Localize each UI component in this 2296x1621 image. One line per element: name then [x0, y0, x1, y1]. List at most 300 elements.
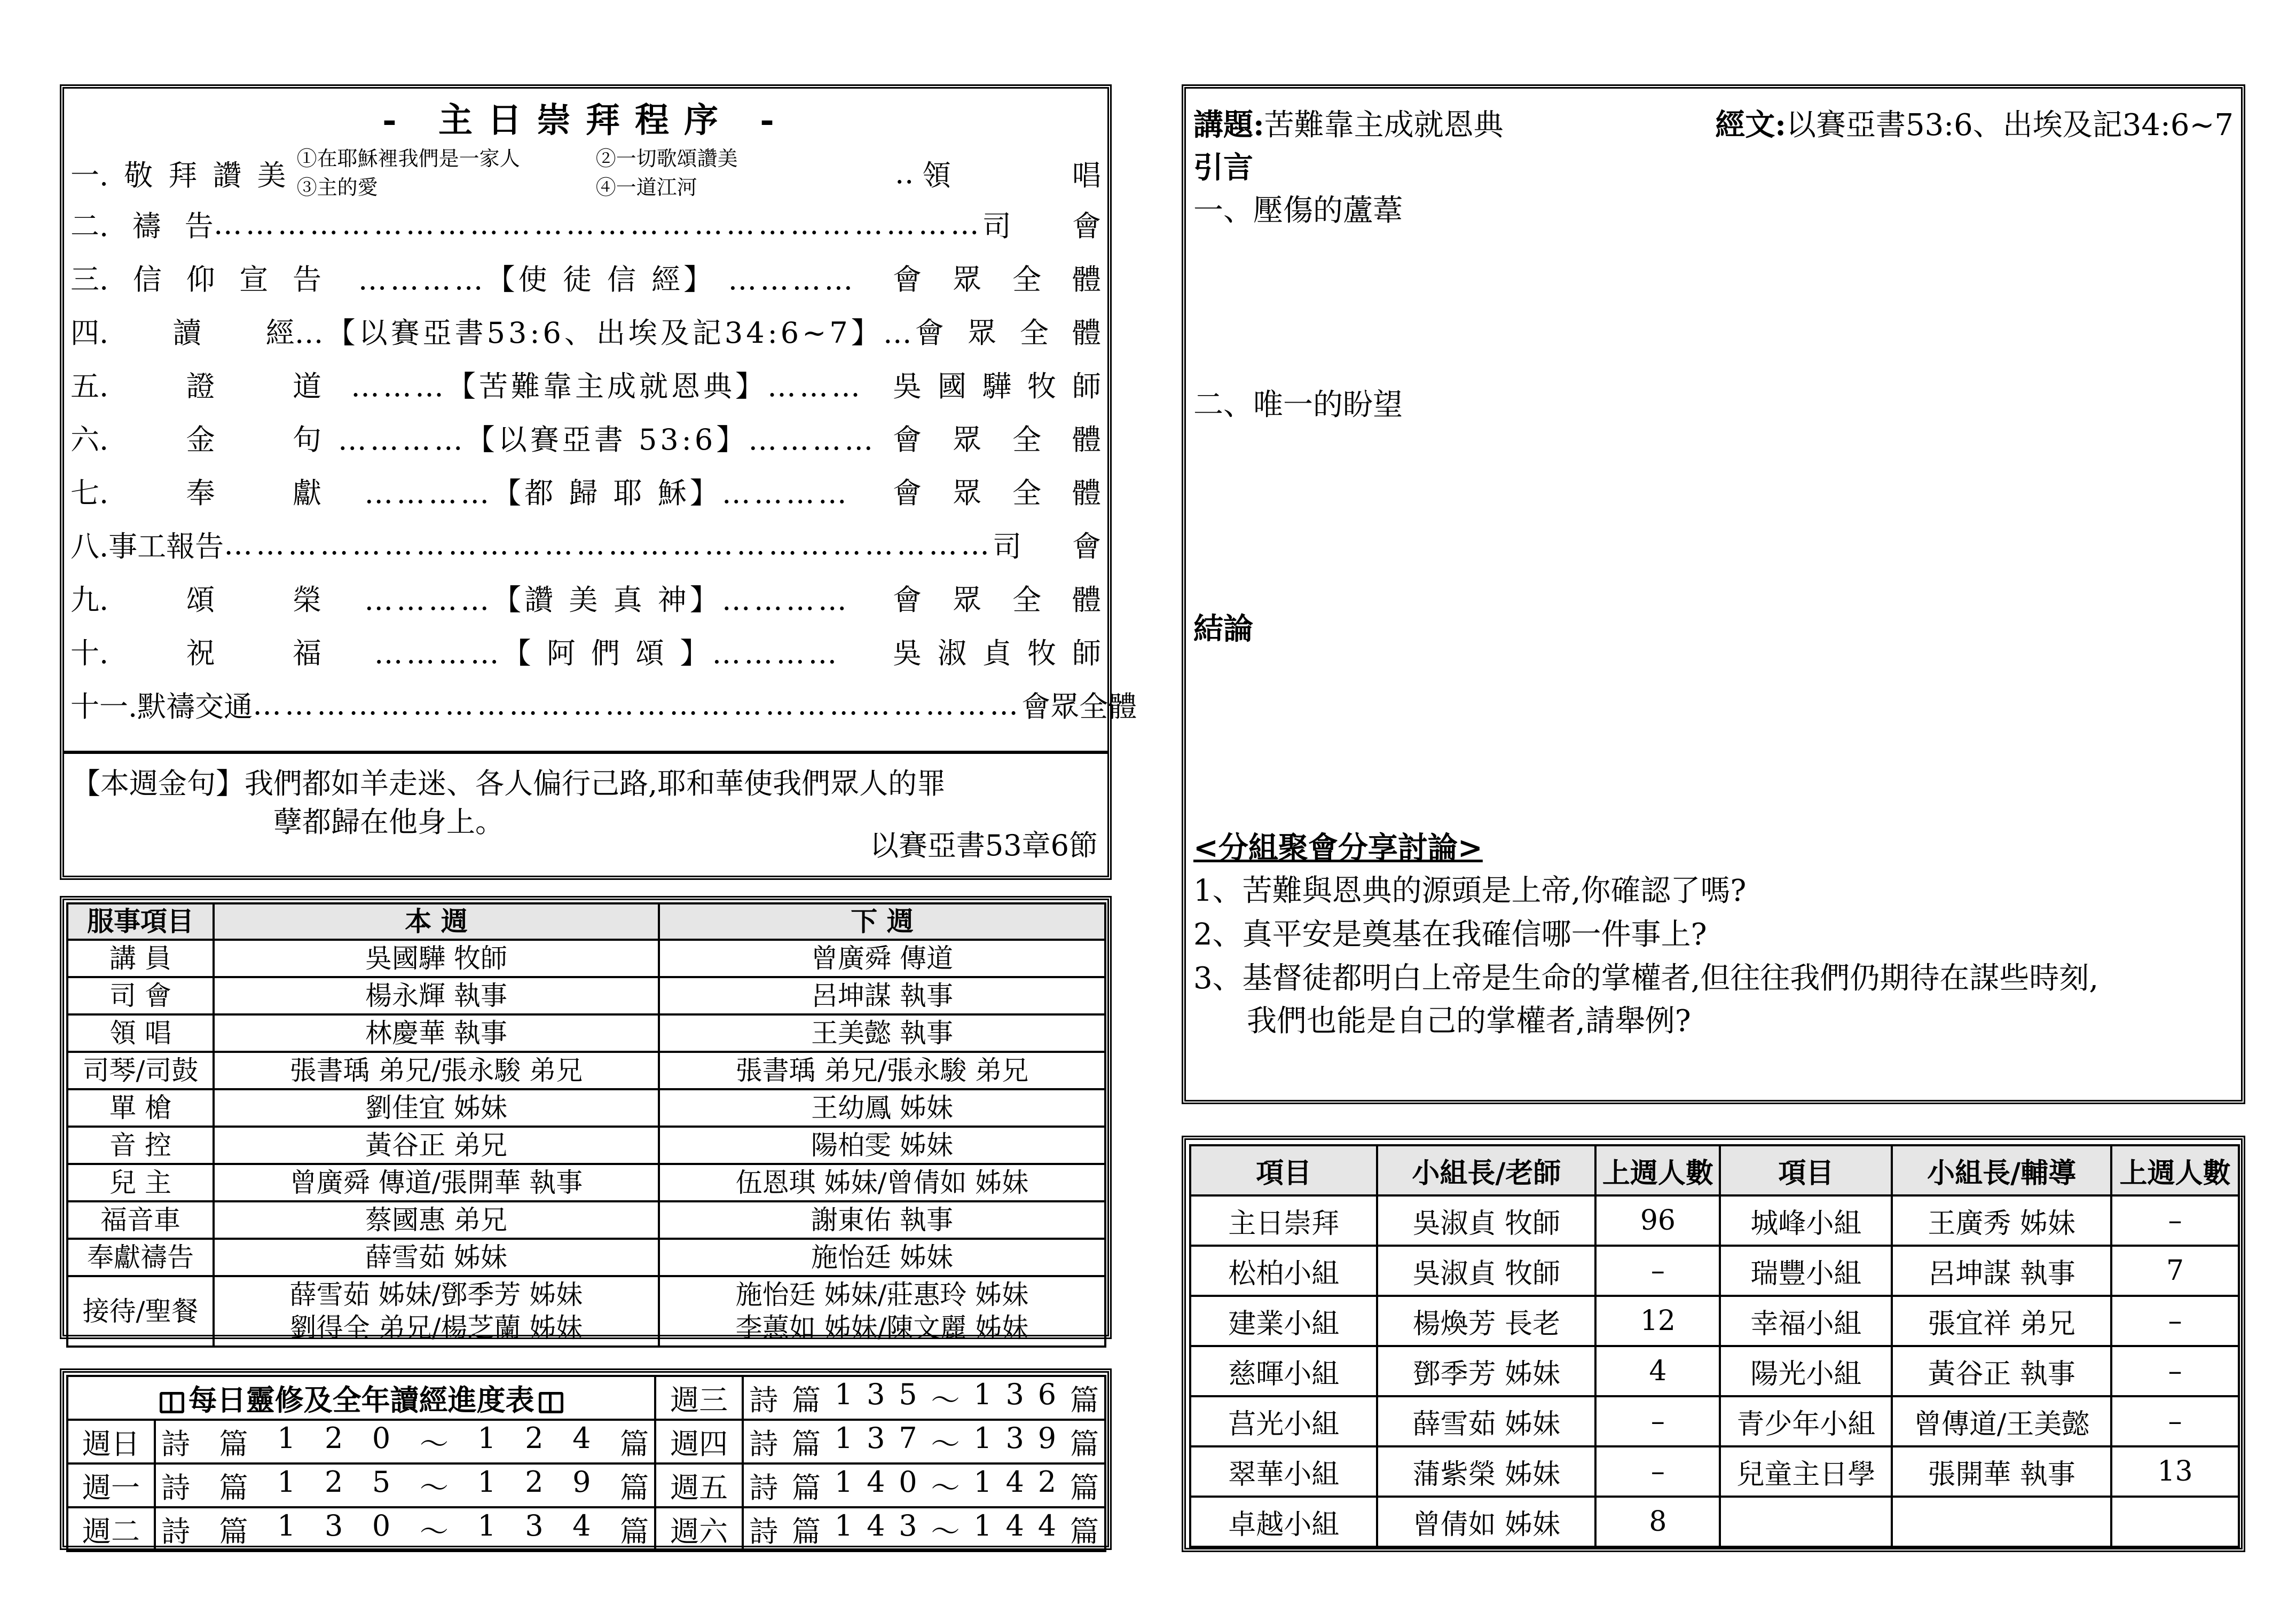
reading-char: 1	[973, 1421, 992, 1455]
reading-char: 1	[477, 1421, 496, 1455]
program-item-name	[70, 577, 321, 618]
program-role-char: 全	[1012, 476, 1041, 510]
reading-char: 1	[277, 1421, 296, 1455]
service-row	[67, 1089, 1105, 1127]
service-name-line: 施怡廷 姊妹/莊惠玲 姊妹	[735, 1279, 1029, 1310]
groups-header-cell: 項目	[1720, 1145, 1892, 1195]
program-item-char: 信	[132, 262, 162, 296]
service-item: 司琴/司鼓	[67, 1052, 214, 1089]
program-item-name	[70, 470, 321, 512]
program-item-char: 祝	[186, 636, 215, 670]
program-role-char: 司	[993, 529, 1022, 563]
program-item-role	[1021, 684, 1137, 725]
program-item-role	[982, 203, 1101, 245]
reading-char: 篇	[620, 1427, 649, 1461]
program-role-char: 司	[982, 209, 1011, 243]
service-this-week: 黃谷正 弟兄	[214, 1127, 659, 1164]
group-leader: 薛雪茹 姊妹	[1377, 1396, 1595, 1446]
discussion-question-2: 2、真平安是奠基在我確信哪一件事上?	[1193, 917, 1707, 952]
reading-char: 2	[325, 1421, 343, 1455]
sermon-topic-text: 苦難靠主成就恩典	[1264, 108, 1504, 143]
program-item-detail: ………………………………………………………………	[213, 207, 982, 241]
reading-row	[67, 1420, 1105, 1463]
sermon-conclusion: 結論	[1193, 611, 1253, 647]
hymn-title: ④一道江河	[595, 176, 697, 199]
reading-char: 1	[834, 1421, 853, 1455]
program-item-char: 敬	[124, 158, 153, 192]
group-row	[1190, 1296, 2239, 1346]
sermon-topic-label: 講題:	[1193, 107, 1264, 143]
group-leader: 王廣秀 姊妹	[1892, 1195, 2111, 1246]
service-next-week: 曾廣舜 傳道	[659, 940, 1105, 977]
reading-char: ～	[419, 1427, 449, 1461]
reading-day: 週日	[67, 1420, 155, 1463]
reading-char: 篇	[792, 1470, 821, 1505]
program-item-number: 十一.	[70, 689, 138, 723]
program-item-char: 交	[195, 689, 224, 723]
program-item-char: 讚	[213, 158, 242, 192]
group-name: 翠華小組	[1190, 1446, 1377, 1497]
reading-char: 4	[572, 1508, 591, 1543]
sermon-point-2: 二、唯一的盼望	[1193, 388, 1403, 422]
reading-char: 2	[1037, 1465, 1057, 1499]
service-item: 兒 主	[67, 1164, 214, 1201]
reading-char: ～	[419, 1514, 449, 1548]
program-role-char: 唱	[1072, 158, 1101, 192]
service-name-line: 李蕙如 姊妹/陳文麗 姊妹	[735, 1312, 1029, 1343]
service-row	[67, 1127, 1105, 1164]
reading-passage-text	[749, 1378, 1099, 1419]
service-header-row	[67, 903, 1105, 940]
reading-char: ～	[931, 1383, 960, 1417]
service-item: 司 會	[67, 977, 214, 1014]
program-row	[70, 251, 1101, 303]
discussion-question-3: 3、基督徒都明白上帝是生命的掌權者,但往往我們仍期待在謀些時刻,	[1193, 961, 2099, 996]
service-this-week: 吳國驊 牧師	[214, 940, 659, 977]
program-item-name	[70, 364, 321, 405]
reading-char: 7	[899, 1421, 917, 1455]
service-row	[67, 1014, 1105, 1052]
program-item-char: 奉	[186, 476, 215, 510]
program-item-char: 證	[186, 369, 215, 403]
hymn-title: ③主的愛	[296, 176, 378, 199]
reading-char: 4	[572, 1421, 591, 1455]
hymn-line	[297, 144, 895, 173]
program-item-char: 榮	[292, 583, 321, 617]
reading-passage-text	[749, 1421, 1099, 1462]
group-attendance: –	[1595, 1396, 1720, 1446]
group-row	[1190, 1396, 2239, 1446]
reading-day: 週一	[67, 1463, 155, 1507]
program-role-char: 會	[893, 422, 922, 457]
service-next-week: 陽柏雯 姊妹	[659, 1127, 1105, 1164]
reading-char: 篇	[1070, 1383, 1099, 1417]
service-item: 講 員	[67, 940, 214, 977]
hymn-title: ①在耶穌裡我們是一家人	[296, 147, 520, 170]
program-role-char: 驊	[982, 369, 1011, 403]
service-name-line: 薛雪茹 姊妹/鄧季芳 姊妹	[289, 1279, 583, 1310]
reading-char: 3	[1005, 1377, 1024, 1411]
group-name: 陽光小組	[1720, 1346, 1892, 1396]
service-this-week: 張書瑀 弟兄/張永駿 弟兄	[214, 1052, 659, 1089]
service-this-week: 曾廣舜 傳道/張開華 執事	[214, 1164, 659, 1201]
service-header-item: 服事項目	[67, 903, 214, 940]
program-role-char: 會	[893, 476, 922, 510]
reading-char: 篇	[219, 1514, 248, 1548]
weekly-verse-reference: 以賽亞書53章6節	[869, 829, 1098, 862]
program-item-char: 報	[166, 529, 195, 563]
reading-char: 篇	[792, 1383, 821, 1417]
group-leader: 蒲紫榮 姊妹	[1377, 1446, 1595, 1497]
reading-day: 週六	[655, 1507, 743, 1551]
program-item-char: 頌	[186, 583, 215, 617]
group-leader: 曾倩如 姊妹	[1377, 1497, 1595, 1547]
program-item-name	[70, 524, 224, 565]
program-row	[70, 305, 1101, 356]
reading-day: 週五	[655, 1463, 743, 1507]
reading-char: 篇	[1070, 1470, 1099, 1505]
groups-header-cell: 上週人數	[1595, 1145, 1720, 1195]
service-row	[67, 1052, 1105, 1089]
program-item-char: 通	[224, 689, 253, 723]
reading-char: 4	[867, 1465, 885, 1499]
book-icon	[539, 1392, 563, 1413]
program-item-char: 工	[137, 529, 167, 563]
program-item-name	[70, 417, 321, 458]
reading-char: 1	[477, 1465, 496, 1499]
service-next-week: 王美懿 執事	[659, 1014, 1105, 1052]
group-name: 慈暉小組	[1190, 1346, 1377, 1396]
reading-char: 4	[867, 1508, 885, 1543]
service-next-week: 呂坤謀 執事	[659, 977, 1105, 1014]
service-this-week: 薛雪茹 姊妹	[214, 1239, 659, 1276]
program-role-char: 師	[1072, 369, 1101, 403]
program-role-char: 會	[893, 262, 922, 296]
reading-char: 1	[477, 1508, 496, 1543]
program-role-char: 會	[915, 316, 944, 350]
program-item-char: 道	[292, 369, 321, 403]
program-row	[70, 679, 1137, 730]
reading-char: 0	[899, 1465, 917, 1499]
program-item-role	[893, 470, 1101, 512]
reading-char: 5	[899, 1377, 917, 1411]
reading-char: 詩	[749, 1514, 779, 1548]
program-role-char: 體	[1108, 689, 1137, 723]
program-item-role	[915, 310, 1101, 351]
program-item-detail: …………【以賽亞書 53:6】…………	[337, 422, 877, 457]
groups-header-cell: 項目	[1190, 1145, 1377, 1195]
reading-day: 週四	[655, 1420, 743, 1463]
program-role-char: 體	[1072, 316, 1101, 350]
reading-day: 週三	[655, 1376, 743, 1420]
groups-header-row	[1190, 1145, 2239, 1195]
reading-char: ～	[931, 1427, 960, 1461]
program-item-detail: …………【使 徒 信 經】 …………	[358, 262, 856, 296]
reading-passage	[155, 1463, 655, 1507]
group-leader: 楊煥芳 長老	[1377, 1296, 1595, 1346]
service-item: 音 控	[67, 1127, 214, 1164]
reading-char: 1	[973, 1508, 992, 1543]
service-this-week: 蔡國惠 弟兄	[214, 1201, 659, 1239]
group-leader: 吳淑貞 牧師	[1377, 1246, 1595, 1296]
group-name: 城峰小組	[1720, 1195, 1892, 1246]
reading-char: 篇	[620, 1514, 649, 1548]
sermon-scripture	[1715, 101, 2234, 144]
reading-char: 1	[834, 1465, 853, 1499]
reading-char: 篇	[1070, 1514, 1099, 1548]
program-role-char: 體	[1072, 422, 1101, 457]
group-name: 莒光小組	[1190, 1396, 1377, 1446]
group-name: 建業小組	[1190, 1296, 1377, 1346]
reading-schedule-table	[66, 1375, 1106, 1552]
program-row	[70, 465, 1101, 516]
weekly-verse-line2: 孽都歸在他身上。	[273, 805, 504, 839]
group-leader: 張開華 執事	[1892, 1446, 2111, 1497]
program-role-char: 會	[1021, 689, 1051, 723]
reading-passage	[155, 1420, 655, 1463]
group-attendance: 4	[1595, 1346, 1720, 1396]
group-name: 青少年小組	[1720, 1396, 1892, 1446]
reading-char: 3	[1005, 1421, 1024, 1455]
program-row	[70, 147, 1101, 199]
group-attendance: 7	[2111, 1246, 2239, 1296]
service-row	[67, 1201, 1105, 1239]
reading-char: 1	[277, 1465, 296, 1499]
reading-char: 0	[372, 1508, 391, 1543]
group-attendance: –	[2111, 1296, 2239, 1346]
reading-char: 詩	[749, 1383, 779, 1417]
program-item-char: 默	[137, 689, 167, 723]
group-name	[1720, 1497, 1892, 1547]
reading-char: 4	[1005, 1465, 1024, 1499]
program-role-char: 貞	[982, 636, 1011, 670]
reading-char: 篇	[620, 1470, 649, 1505]
program-item-char: 事	[108, 529, 138, 563]
program-role-char: 會	[893, 583, 922, 617]
group-leader: 張宜祥 弟兄	[1892, 1296, 2111, 1346]
program-row	[70, 518, 1101, 570]
service-roster-panel	[60, 896, 1112, 1343]
group-attendance: –	[2111, 1346, 2239, 1396]
reading-char: 3	[525, 1508, 544, 1543]
group-attendance: –	[2111, 1396, 2239, 1446]
reading-char: 4	[1005, 1508, 1024, 1543]
program-role-char: 眾	[953, 476, 981, 510]
reading-passage	[743, 1507, 1105, 1551]
sermon-scripture-label: 經文:	[1715, 107, 1786, 143]
program-item-number: 二.	[70, 209, 109, 243]
reading-char: 2	[525, 1465, 544, 1499]
sermon-intro: 引言	[1193, 150, 1253, 185]
service-this-week: 劉佳宜 姊妹	[214, 1089, 659, 1127]
program-item-name	[70, 203, 214, 245]
reading-char: 0	[372, 1421, 391, 1455]
discussion-question-3-cont: 我們也能是自己的掌權者,請舉例?	[1247, 1004, 1691, 1038]
program-role-char: 國	[938, 369, 966, 403]
reading-passage-text	[749, 1465, 1099, 1506]
program-item-detail: ………………………………………………………………	[253, 687, 1022, 721]
service-roster-table	[66, 902, 1106, 1348]
group-name: 主日崇拜	[1190, 1195, 1377, 1246]
worship-title: - 主日崇拜程序 -	[382, 100, 789, 140]
service-item: 福音車	[67, 1201, 214, 1239]
program-item-char: 美	[257, 158, 286, 192]
program-role-char: 全	[1079, 689, 1108, 723]
reading-char: ～	[931, 1470, 960, 1505]
program-item-number: 三.	[70, 262, 109, 296]
service-next-week: 張書瑀 弟兄/張永駿 弟兄	[659, 1052, 1105, 1089]
program-role-char: 體	[1072, 583, 1101, 617]
hymn-title: ②一切歌頌讚美	[595, 147, 738, 170]
program-role-char: 領	[922, 158, 952, 192]
service-row	[67, 1276, 1105, 1347]
groups-header-cell: 小組長/輔導	[1892, 1145, 2111, 1195]
group-name: 兒童主日學	[1720, 1446, 1892, 1497]
program-item-char: 宣	[239, 262, 269, 296]
group-leader: 吳淑貞 牧師	[1377, 1195, 1595, 1246]
groups-header-cell: 小組長/老師	[1377, 1145, 1595, 1195]
reading-passage	[743, 1463, 1105, 1507]
reading-title: 每日靈修及全年讀經進度表	[188, 1382, 534, 1417]
program-row	[70, 358, 1101, 410]
program-item-name	[70, 257, 321, 298]
group-attendance	[2111, 1497, 2239, 1547]
group-attendance: 12	[1595, 1296, 1720, 1346]
service-header-next-week: 下 週	[659, 903, 1105, 940]
service-item: 領 唱	[67, 1014, 214, 1052]
program-role-char: 眾	[967, 316, 996, 350]
weekly-verse-line1: 我們都如羊走迷、各人偏行己路,耶和華使我們眾人的罪	[245, 767, 946, 800]
sermon-topic	[1193, 101, 1504, 144]
reading-char: 4	[1037, 1508, 1057, 1543]
program-role-char: 眾	[953, 422, 981, 457]
program-item-char: 禱	[166, 689, 195, 723]
program-row	[70, 625, 1101, 676]
reading-char: ～	[419, 1470, 449, 1505]
program-role-char: 牧	[1027, 636, 1056, 670]
reading-char: 2	[525, 1421, 544, 1455]
group-attendance: 13	[2111, 1446, 2239, 1497]
reading-char: 詩	[161, 1470, 190, 1505]
group-row	[1190, 1346, 2239, 1396]
reading-char: 詩	[161, 1427, 190, 1461]
service-row	[67, 977, 1105, 1014]
service-row	[67, 940, 1105, 977]
service-this-week	[214, 1276, 659, 1347]
program-role-char: 體	[1072, 476, 1101, 510]
program-item-char: 拜	[168, 158, 198, 192]
program-item-detail: …【以賽亞書53:6、出埃及記34:6~7】…	[294, 316, 915, 350]
book-icon	[160, 1392, 184, 1413]
program-item-char: 告	[195, 529, 224, 563]
program-item-number: 七.	[70, 476, 109, 510]
group-attendance: –	[1595, 1446, 1720, 1497]
reading-char: 3	[899, 1508, 917, 1543]
service-item: 接待/聖餐	[67, 1276, 214, 1347]
program-item-char: 讀	[172, 316, 202, 350]
service-item: 單 槍	[67, 1089, 214, 1127]
program-item-name	[70, 153, 286, 194]
program-item-role	[922, 153, 1101, 194]
sermon-scripture-text: 以賽亞書53:6、出埃及記34:6~7	[1786, 108, 2234, 143]
program-role-char: 吳	[893, 636, 922, 670]
program-item-name	[70, 684, 253, 725]
reading-row	[67, 1463, 1105, 1507]
hymn-list	[286, 144, 895, 202]
group-attendance: 96	[1595, 1195, 1720, 1246]
program-row	[70, 572, 1101, 623]
reading-char: 2	[325, 1465, 343, 1499]
sermon-notes-panel	[1182, 84, 2245, 1104]
program-item-number: 一.	[70, 158, 109, 192]
service-next-week: 謝東佑 執事	[659, 1201, 1105, 1239]
program-dots: ‥	[894, 156, 914, 190]
reading-passage-text	[161, 1509, 649, 1550]
sermon-point-1: 一、壓傷的蘆葦	[1193, 193, 1403, 228]
program-role-char: 會	[1072, 529, 1101, 563]
reading-passage-text	[161, 1465, 649, 1506]
group-leader: 鄧季芳 姊妹	[1377, 1346, 1595, 1396]
reading-char: 詩	[749, 1427, 779, 1461]
program-item-number: 十.	[70, 636, 109, 670]
discussion-question-1: 1、苦難與恩典的源頭是上帝,你確認了嗎?	[1193, 874, 1747, 908]
group-leader: 黃谷正 執事	[1892, 1346, 2111, 1396]
program-item-detail: …………【 阿 們 頌 】…………	[374, 636, 840, 670]
program-role-char: 全	[1019, 316, 1049, 350]
hymn-line	[297, 173, 895, 202]
program-role-char: 師	[1072, 636, 1101, 670]
reading-passage	[155, 1507, 655, 1551]
group-leader: 曾傳道/王美懿	[1892, 1396, 2111, 1446]
reading-char: 3	[867, 1421, 885, 1455]
program-item-detail: …………【讚 美 真 神】…………	[364, 583, 850, 617]
service-row	[67, 1164, 1105, 1201]
program-item-name	[70, 631, 321, 672]
small-groups-panel	[1182, 1136, 2245, 1552]
program-item-number: 八.	[70, 529, 109, 563]
program-item-role	[893, 417, 1101, 458]
program-item-char: 句	[292, 422, 321, 457]
program-row	[70, 198, 1101, 249]
reading-char: 9	[1037, 1421, 1057, 1455]
program-item-number: 五.	[70, 369, 109, 403]
worship-order-panel	[60, 84, 1137, 880]
program-role-char: 牧	[1027, 369, 1056, 403]
program-role-char: 全	[1012, 583, 1041, 617]
program-item-role	[893, 364, 1101, 405]
program-item-detail: ………………………………………………………………	[224, 527, 993, 561]
group-name: 卓越小組	[1190, 1497, 1377, 1547]
service-this-week: 楊永輝 執事	[214, 977, 659, 1014]
program-item-role	[893, 631, 1101, 672]
program-item-detail: …………【都 歸 耶 穌】…………	[364, 476, 850, 510]
service-this-week: 林慶華 執事	[214, 1014, 659, 1052]
reading-char: 5	[372, 1465, 391, 1499]
service-next-week	[659, 1276, 1105, 1347]
reading-char: 1	[834, 1377, 853, 1411]
weekly-verse-label: 【本週金句】	[72, 767, 245, 800]
service-item: 奉獻禱告	[67, 1239, 214, 1276]
service-row	[67, 1239, 1105, 1276]
program-row	[70, 412, 1101, 463]
reading-char: 3	[867, 1377, 885, 1411]
group-leader	[1892, 1497, 2111, 1547]
program-item-name	[70, 310, 295, 351]
reading-passage-text	[749, 1509, 1099, 1550]
program-item-number: 六.	[70, 422, 109, 457]
reading-char: 詩	[161, 1514, 190, 1548]
program-item-role	[893, 577, 1101, 618]
